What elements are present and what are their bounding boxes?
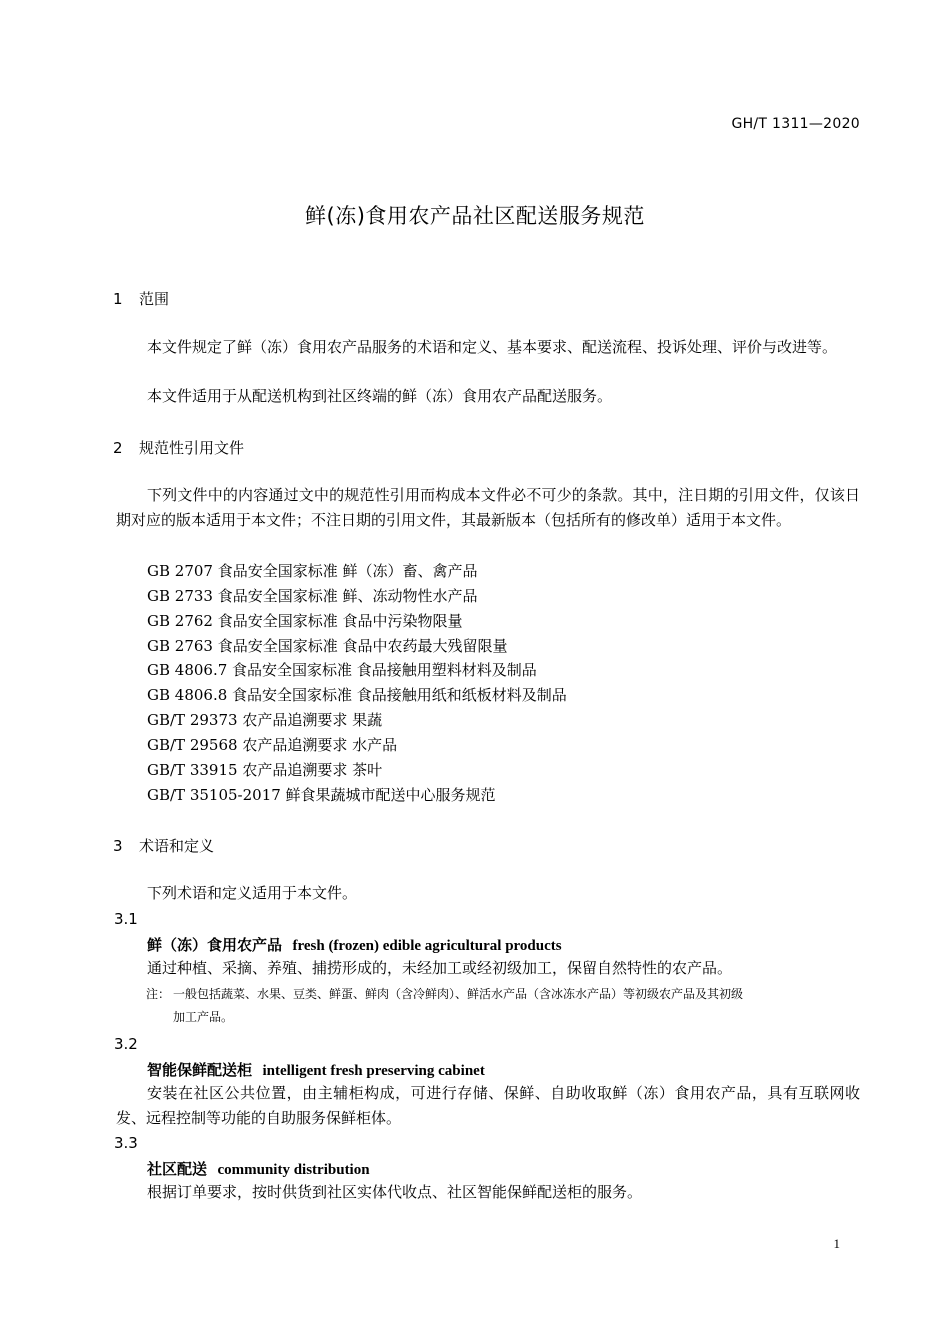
section-number: 2 [113,439,123,457]
paragraph: 下列术语和定义适用于本文件。 [147,884,358,902]
term-heading [147,1059,485,1080]
reference-item: GB 2763 食品安全国家标准 食品中农药最大残留限量 [147,637,508,655]
section-1-heading [113,288,169,309]
note-text: 加工产品。 [173,1010,234,1024]
term-number: 3.1 [114,910,138,928]
document-title: 鲜(冻)食用农产品社区配送服务规范 [305,204,645,228]
note-label: 注： [146,987,171,1001]
reference-item: GB/T 29373 农产品追溯要求 果蔬 [147,711,383,729]
paragraph: 本文件适用于从配送机构到社区终端的鲜（冻）食用农产品配送服务。 [147,387,613,405]
term-definition: 根据订单要求，按时供货到社区实体代收点、社区智能保鲜配送柜的服务。 [147,1183,643,1201]
term-zh: 社区配送 [147,1160,208,1178]
term-heading [147,1158,370,1179]
section-title: 术语和定义 [139,837,215,855]
section-3-heading [113,835,214,856]
term-definition: 通过种植、采摘、养殖、捕捞形成的，未经加工或经初级加工，保留自然特性的农产品。 [147,959,733,977]
section-number: 1 [113,290,123,308]
section-title: 规范性引用文件 [139,439,245,457]
paragraph: 本文件规定了鲜（冻）食用农产品服务的术语和定义、基本要求、配送流程、投诉处理、评价与改进等。 [147,338,838,356]
reference-item: GB/T 33915 农产品追溯要求 茶叶 [147,761,383,779]
term-note [146,983,860,1029]
term-zh: 智能保鲜配送柜 [147,1061,253,1079]
term-number: 3.2 [114,1035,138,1053]
reference-item: GB/T 35105-2017 鲜食果蔬城市配送中心服务规范 [147,786,496,804]
reference-item: GB 2762 食品安全国家标准 食品中污染物限量 [147,612,463,630]
term-en: community distribution [217,1162,370,1178]
reference-item: GB 4806.7 食品安全国家标准 食品接触用塑料材料及制品 [147,661,537,679]
note-text: 一般包括蔬菜、水果、豆类、鲜蛋、鲜肉（含冷鲜肉）、鲜活水产品（含冰冻水产品）等初级农产品及其初级 [173,987,744,1001]
reference-item: GB 2707 食品安全国家标准 鲜（冻）畜、禽产品 [147,562,478,580]
section-2-heading [113,437,244,458]
term-number: 3.3 [114,1134,138,1152]
section-title: 范围 [139,290,170,308]
standard-code: GH/T 1311—2020 [731,116,860,132]
section-number: 3 [113,837,123,855]
reference-item: GB/T 29568 农产品追溯要求 水产品 [147,736,398,754]
reference-item: GB 2733 食品安全国家标准 鲜、冻动物性水产品 [147,587,478,605]
paragraph: 下列文件中的内容通过文中的规范性引用而构成本文件必不可少的条款。其中，注日期的引用文件，仅该日期对应的版本适用于本文件；不注日期的引用文件，其最新版本（包括所有的修改单）适用于本文件。 [116,486,860,529]
reference-item: GB 4806.8 食品安全国家标准 食品接触用纸和纸板材料及制品 [147,686,567,704]
page-number: 1 [833,1236,840,1251]
term-en: fresh (frozen) edible agricultural products [292,938,562,954]
term-zh: 鲜（冻）食用农产品 [147,936,283,954]
term-heading [147,934,562,955]
term-definition: 安装在社区公共位置，由主辅柜构成，可进行存储、保鲜、自助收取鲜（冻）食用农产品，具有互联网收发、远程控制等功能的自助服务保鲜柜体。 [116,1084,860,1127]
term-en: intelligent fresh preserving cabinet [262,1063,485,1079]
